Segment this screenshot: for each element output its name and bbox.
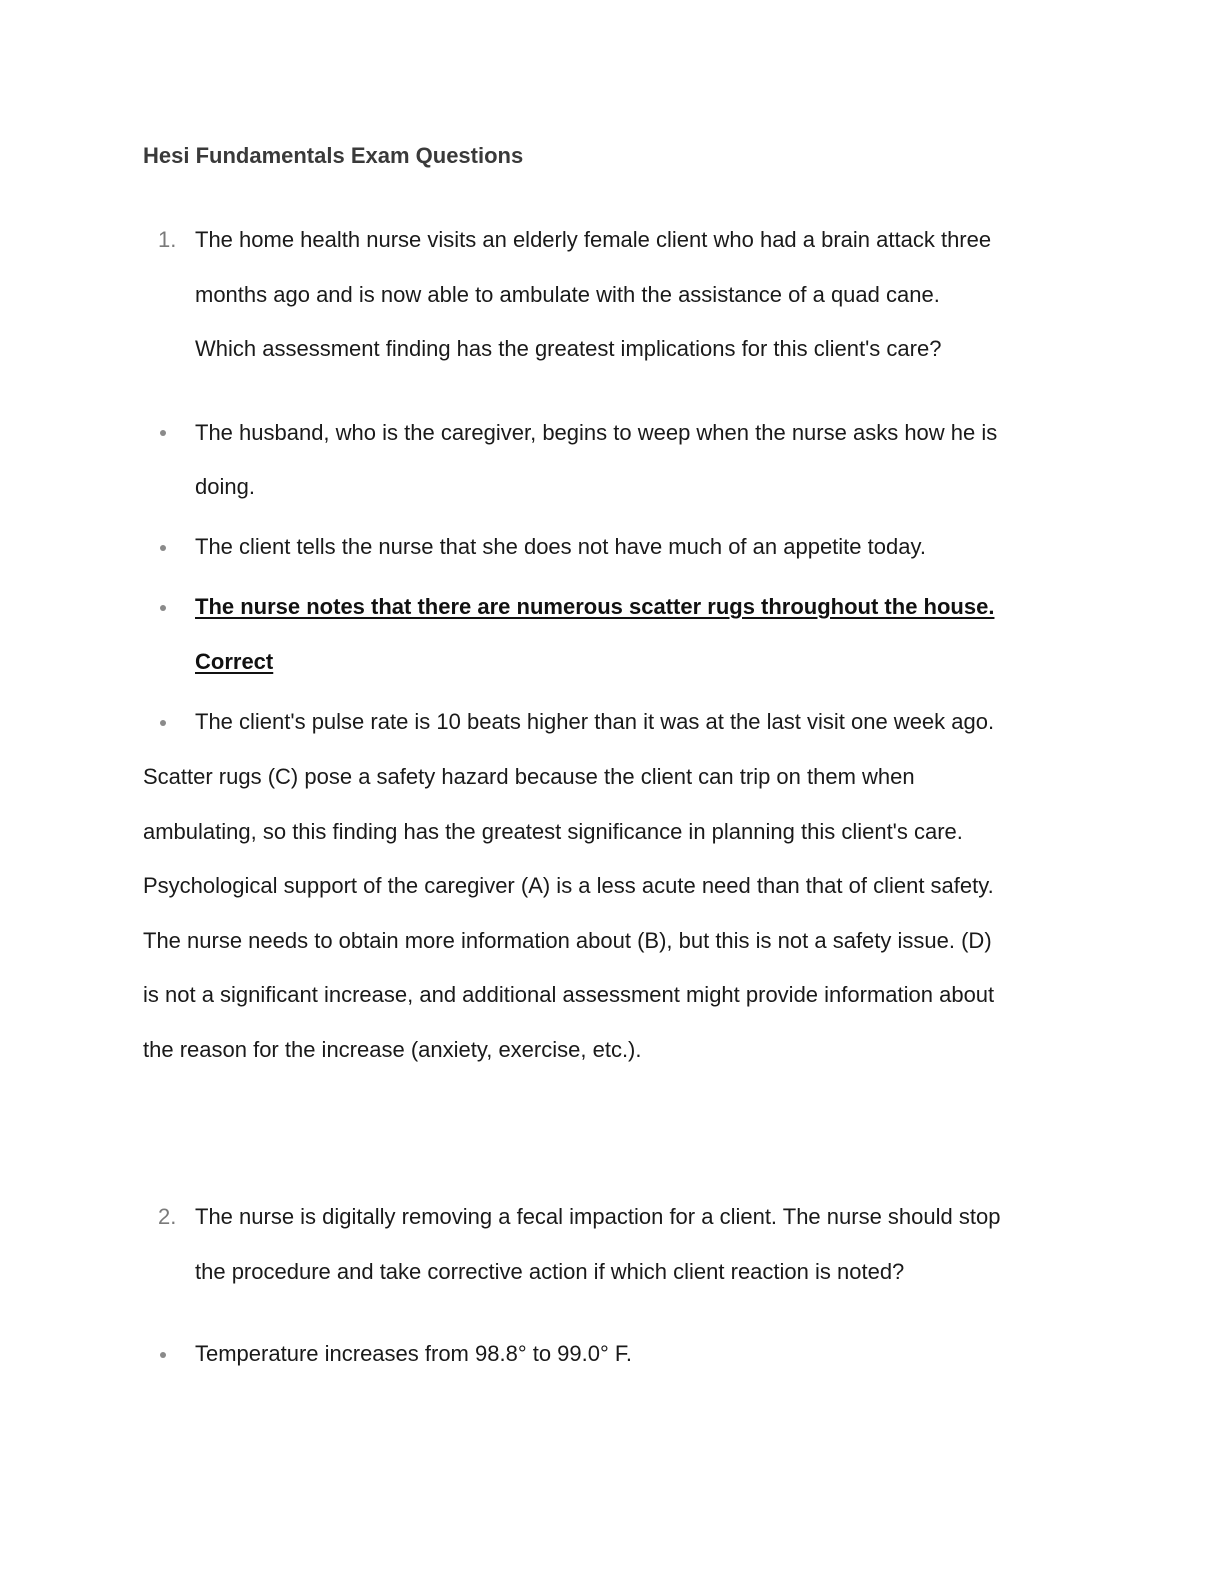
question-stem-line: the procedure and take corrective action if which client reaction is noted?	[195, 1259, 905, 1284]
document-title: Hesi Fundamentals Exam Questions	[143, 143, 524, 168]
answer-option-line: doing.	[195, 474, 255, 499]
correct-answer-line: The nurse notes that there are numerous scatter rugs throughout the house.	[195, 594, 995, 619]
question-stem-line: The home health nurse visits an elderly female client who had a brain attack three	[195, 227, 992, 252]
rationale-line: the reason for the increase (anxiety, exercise, etc.).	[143, 1037, 642, 1062]
rationale-line: The nurse needs to obtain more information about (B), but this is not a safety issue. (D)	[143, 928, 992, 953]
answer-option-line: The client's pulse rate is 10 beats higher than it was at the last visit one week ago.	[195, 709, 995, 734]
answer-option-line: The client tells the nurse that she does not have much of an appetite today.	[195, 534, 926, 559]
question-stem-line: Which assessment finding has the greatest implications for this client's care?	[195, 336, 942, 361]
bullet-icon	[160, 605, 166, 611]
rationale-line: Psychological support of the caregiver (A) is a less acute need than that of client safety.	[143, 873, 994, 898]
answer-option-line: Temperature increases from 98.8° to 99.0° F.	[195, 1341, 633, 1366]
answer-option-line: The husband, who is the caregiver, begins to weep when the nurse asks how he is	[195, 420, 998, 445]
question-stem-line: months ago and is now able to ambulate with the assistance of a quad cane.	[195, 282, 940, 307]
question-number: 2.	[158, 1204, 177, 1229]
bullet-icon	[160, 720, 166, 726]
bullet-icon	[160, 1352, 166, 1358]
bullet-icon	[160, 545, 166, 551]
question-stem-line: The nurse is digitally removing a fecal impaction for a client. The nurse should stop	[195, 1204, 1001, 1229]
correct-answer-label: Correct	[195, 649, 274, 674]
rationale-line: ambulating, so this finding has the greatest significance in planning this client's care.	[143, 819, 963, 844]
rationale-line: is not a significant increase, and additional assessment might provide information about	[143, 982, 995, 1007]
question-number: 1.	[158, 227, 177, 252]
bullet-icon	[160, 430, 166, 436]
rationale-line: Scatter rugs (C) pose a safety hazard because the client can trip on them when	[143, 764, 915, 789]
